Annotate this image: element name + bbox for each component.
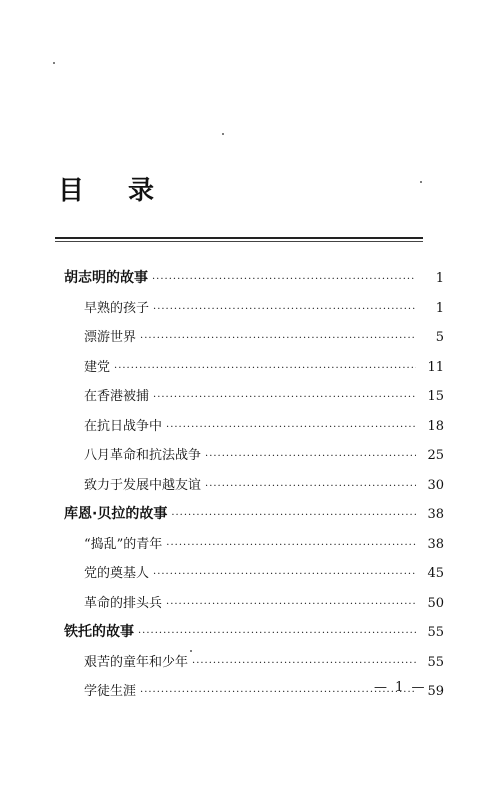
toc-entry-title: 建党 [84, 359, 111, 375]
toc-entry-page: 38 [427, 536, 444, 552]
dot-leader [152, 274, 416, 285]
toc-entry-page: 1 [435, 300, 444, 316]
scan-speck [53, 62, 55, 64]
toc-entry-title: 致力于发展中越友谊 [84, 477, 202, 493]
toc-entry[interactable] [64, 651, 444, 681]
table-of-contents [64, 267, 444, 710]
scan-speck [190, 650, 192, 652]
toc-entry[interactable] [64, 297, 444, 327]
dot-leader [153, 304, 416, 315]
heading-rule-thick [55, 237, 423, 239]
scan-speck [420, 181, 422, 183]
dot-leader [166, 540, 416, 551]
dot-leader [205, 481, 416, 492]
toc-entry[interactable] [64, 474, 444, 504]
toc-entry-page: 55 [427, 654, 444, 670]
dot-leader [166, 599, 416, 610]
toc-entry-page: 5 [435, 330, 444, 345]
toc-entry[interactable] [64, 444, 444, 474]
dot-leader [171, 510, 416, 521]
toc-entry-title: 党的奠基人 [84, 566, 150, 581]
dot-leader [205, 451, 416, 462]
toc-entry-page: 25 [427, 448, 444, 463]
toc-entry-page: 15 [427, 389, 444, 404]
heading-rule-thin [55, 241, 423, 242]
toc-entry-title: 库恩·贝拉的故事 [64, 506, 168, 522]
toc-entry[interactable] [64, 621, 444, 651]
toc-entry-page: 59 [427, 684, 444, 699]
toc-entry-title: “捣乱”的青年 [84, 536, 163, 552]
toc-entry[interactable] [64, 356, 444, 386]
toc-entry-page: 55 [427, 625, 444, 640]
toc-entry-page: 18 [427, 418, 444, 434]
toc-entry-title: 在香港被捕 [84, 389, 150, 404]
toc-entry[interactable] [64, 503, 444, 533]
toc-entry[interactable] [64, 562, 444, 592]
toc-entry[interactable] [64, 592, 444, 622]
dot-leader [153, 569, 416, 580]
toc-entry-title: 早熟的孩子 [84, 300, 150, 316]
dot-leader [166, 422, 416, 433]
dot-leader [192, 658, 416, 669]
toc-entry-title: 在抗日战争中 [84, 418, 163, 434]
toc-entry[interactable] [64, 533, 444, 563]
toc-entry-title: 胡志明的故事 [64, 270, 148, 286]
dot-leader [114, 363, 416, 374]
toc-entry-page: 38 [427, 507, 444, 522]
toc-entry-title: 铁托的故事 [64, 624, 134, 640]
toc-entry-page: 1 [435, 271, 444, 286]
page-title [58, 170, 154, 207]
scan-speck [222, 133, 224, 135]
toc-entry-title: 漂游世界 [84, 330, 137, 345]
toc-entry-page: 50 [427, 595, 444, 611]
toc-entry[interactable] [64, 385, 444, 415]
toc-entry-title: 艰苦的童年和少年 [84, 654, 189, 670]
toc-entry-title: 学徒生涯 [84, 684, 137, 699]
dot-leader [138, 628, 416, 639]
toc-entry-page: 30 [427, 477, 444, 493]
toc-entry[interactable] [64, 415, 444, 445]
toc-entry-title: 八月革命和抗法战争 [84, 448, 202, 463]
title-char-2: 录 [128, 176, 155, 206]
page-number: — 1 — [374, 680, 427, 695]
toc-entry[interactable] [64, 267, 444, 297]
dot-leader [153, 392, 416, 403]
toc-entry-page: 45 [427, 566, 444, 581]
toc-entry-page: 11 [427, 359, 444, 375]
title-char-1: 目 [58, 176, 85, 206]
toc-entry-title: 革命的排头兵 [84, 595, 163, 611]
toc-entry[interactable] [64, 326, 444, 356]
dot-leader [140, 333, 416, 344]
